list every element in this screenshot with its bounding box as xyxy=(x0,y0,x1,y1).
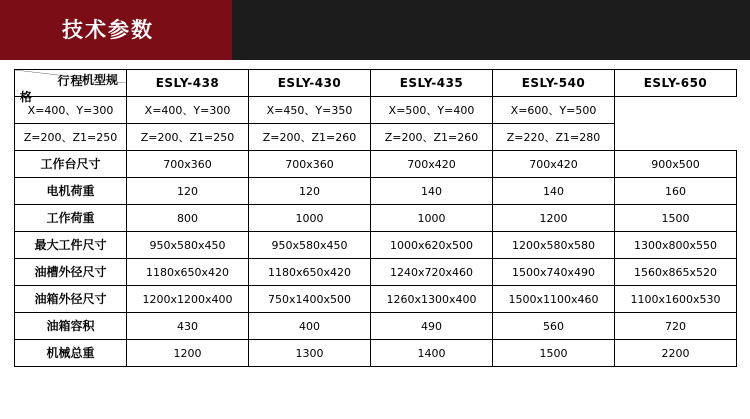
data-cell: 900x500 xyxy=(615,151,737,178)
model-header-cell: ESLY-435 xyxy=(371,70,493,97)
row-label: 最大工件尺寸 xyxy=(15,232,127,259)
data-cell: 950x580x450 xyxy=(249,232,371,259)
table-row xyxy=(15,340,737,367)
row-label: 工作荷重 xyxy=(15,205,127,232)
stroke-xy-cell: X=600、Y=500 xyxy=(493,97,615,124)
table-row xyxy=(15,232,737,259)
data-cell: 1000 xyxy=(371,205,493,232)
data-cell: 400 xyxy=(249,313,371,340)
stroke-z-cell: Z=200、Z1=260 xyxy=(249,124,371,151)
table-row xyxy=(15,259,737,286)
data-cell: 700x420 xyxy=(493,151,615,178)
data-cell: 700x420 xyxy=(371,151,493,178)
data-cell: 120 xyxy=(127,178,249,205)
table-row xyxy=(15,313,737,340)
data-cell: 1200 xyxy=(127,340,249,367)
stroke-z-cell: Z=220、Z1=280 xyxy=(493,124,615,151)
data-cell: 1500 xyxy=(493,340,615,367)
row-label: 油箱容积 xyxy=(15,313,127,340)
data-cell: 1240x720x460 xyxy=(371,259,493,286)
model-header-cell: ESLY-540 xyxy=(493,70,615,97)
data-cell: 430 xyxy=(127,313,249,340)
data-cell: 140 xyxy=(493,178,615,205)
data-cell: 1500 xyxy=(615,205,737,232)
stroke-z-cell: Z=200、Z1=250 xyxy=(127,124,249,151)
spec-table-container xyxy=(0,60,750,367)
table-row xyxy=(15,97,737,124)
data-cell: 1300 xyxy=(249,340,371,367)
data-cell: 120 xyxy=(249,178,371,205)
data-cell: 1180x650x420 xyxy=(249,259,371,286)
spec-table xyxy=(14,69,737,367)
row-label: 机械总重 xyxy=(15,340,127,367)
data-cell: 1200x580x580 xyxy=(493,232,615,259)
data-cell: 1560x865x520 xyxy=(615,259,737,286)
corner-ge-label: 格 xyxy=(20,90,33,104)
stroke-xy-cell: X=400、Y=300 xyxy=(127,97,249,124)
data-cell: 1500x740x490 xyxy=(493,259,615,286)
data-cell: 1000 xyxy=(249,205,371,232)
model-header-cell: ESLY-430 xyxy=(249,70,371,97)
corner-model-label: 机型规 xyxy=(81,73,118,87)
data-cell: 1100x1600x530 xyxy=(615,286,737,313)
data-cell: 1200x1200x400 xyxy=(127,286,249,313)
stroke-xy-cell: X=500、Y=400 xyxy=(371,97,493,124)
table-row xyxy=(15,205,737,232)
header-banner xyxy=(0,0,750,60)
data-cell: 1400 xyxy=(371,340,493,367)
data-cell: 2200 xyxy=(615,340,737,367)
data-cell: 140 xyxy=(371,178,493,205)
model-header-cell: ESLY-438 xyxy=(127,70,249,97)
stroke-z-cell: Z=200、Z1=260 xyxy=(371,124,493,151)
stroke-z-cell: Z=200、Z1=250 xyxy=(15,124,127,151)
data-cell: 950x580x450 xyxy=(127,232,249,259)
table-row xyxy=(15,178,737,205)
data-cell: 800 xyxy=(127,205,249,232)
data-cell: 1180x650x420 xyxy=(127,259,249,286)
data-cell: 700x360 xyxy=(249,151,371,178)
data-cell: 1300x800x550 xyxy=(615,232,737,259)
row-label: 电机荷重 xyxy=(15,178,127,205)
data-cell: 1500x1100x460 xyxy=(493,286,615,313)
data-cell: 160 xyxy=(615,178,737,205)
corner-diagonal-header xyxy=(15,70,127,104)
data-cell: 1200 xyxy=(493,205,615,232)
row-label: 油箱外径尺寸 xyxy=(15,286,127,313)
table-row xyxy=(15,151,737,178)
table-row xyxy=(15,286,737,313)
data-cell: 1260x1300x400 xyxy=(371,286,493,313)
data-cell: 700x360 xyxy=(127,151,249,178)
data-cell: 560 xyxy=(493,313,615,340)
data-cell: 1000x620x500 xyxy=(371,232,493,259)
data-cell: 750x1400x500 xyxy=(249,286,371,313)
row-label: 工作台尺寸 xyxy=(15,151,127,178)
data-cell: 720 xyxy=(615,313,737,340)
stroke-xy-cell: X=450、Y=350 xyxy=(249,97,371,124)
corner-stroke-label: 行程 xyxy=(57,74,84,88)
table-row xyxy=(15,124,737,151)
row-label: 油槽外径尺寸 xyxy=(15,259,127,286)
stroke-xy-cell: X=400、Y=300 xyxy=(15,97,127,124)
model-header-cell: ESLY-650 xyxy=(615,70,737,97)
page-title: 技术参数 xyxy=(62,18,154,42)
data-cell: 490 xyxy=(371,313,493,340)
